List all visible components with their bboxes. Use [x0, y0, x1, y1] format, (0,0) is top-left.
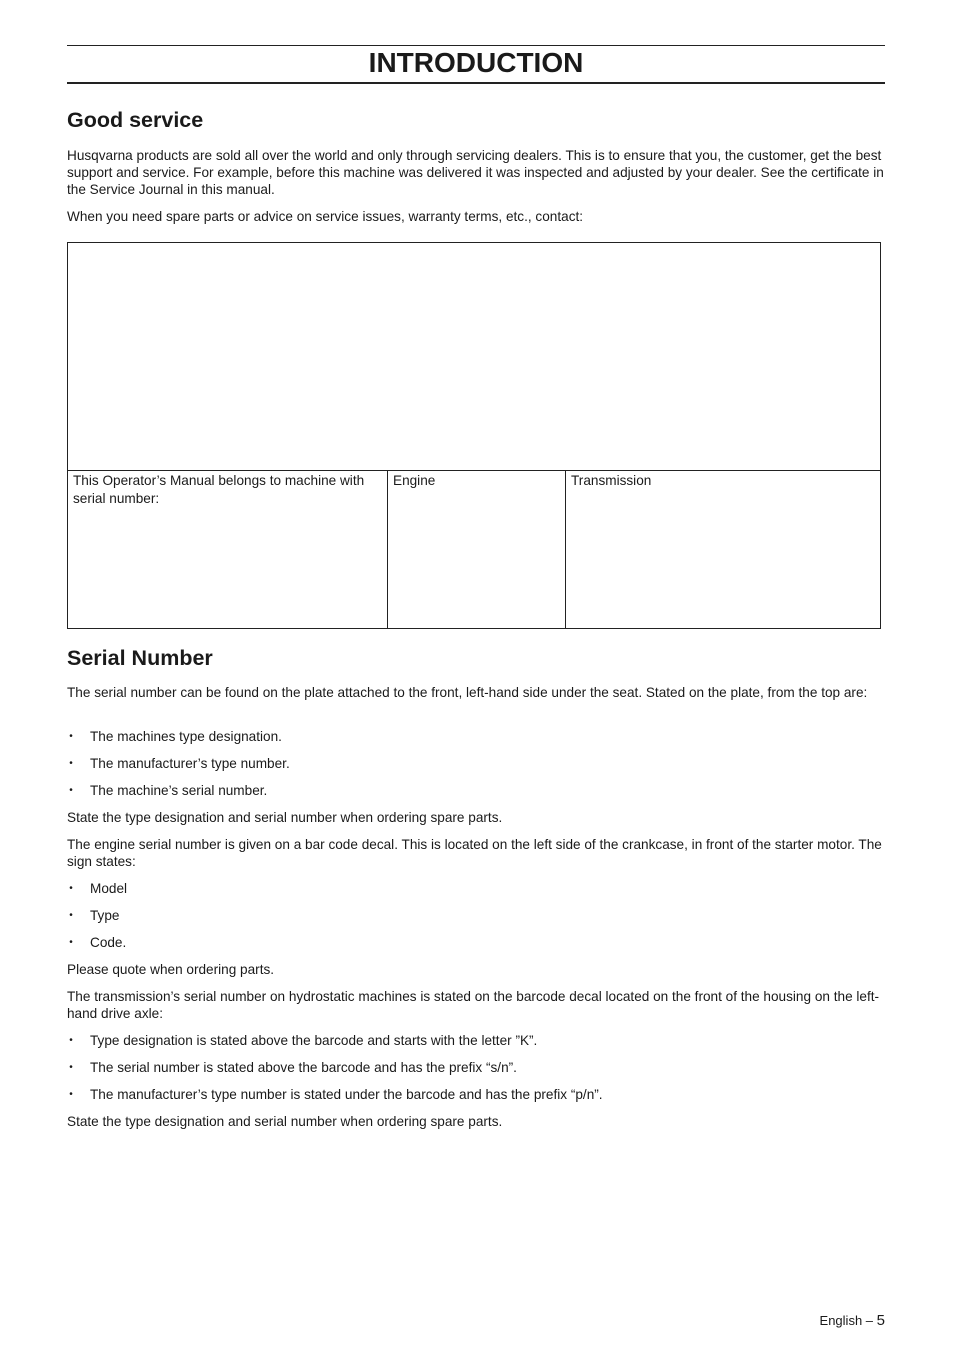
state-designation-text-2: State the type designation and serial number when ordering spare parts. [67, 1114, 503, 1129]
engine-serial-text: The engine serial number is given on a bar code decal. This is located on the left side of the crankcase, in front of the starter motor. The sign states: [67, 837, 882, 869]
footer-language: English [819, 1313, 863, 1328]
engine-serial-label: Engine [393, 473, 436, 488]
bullet-icon: • [69, 731, 73, 742]
list-item-text: Type designation is stated above the barcode and starts with the letter ”K”. [90, 1033, 538, 1048]
engine-serial-cell [388, 471, 566, 629]
list-item-text: Code. [90, 935, 127, 950]
dealer-contact-box [67, 242, 881, 629]
page-title-bar [67, 45, 885, 84]
list-item-text: Model [90, 881, 128, 896]
good-service-text-2: When you need spare parts or advice on service issues, warranty terms, etc., contact: [67, 209, 584, 224]
page-number: 5 [876, 1312, 885, 1329]
bullet-icon: • [69, 1035, 73, 1046]
quote-note [67, 961, 885, 978]
list-item-text: The machines type designation. [90, 729, 282, 744]
bullet-icon: • [69, 937, 73, 948]
serial-number-intro-text: The serial number can be found on the plate attached to the front, left-hand side under the seat. Stated on the plate, from the top are: [67, 685, 868, 700]
bullet-icon: • [69, 785, 73, 796]
state-designation-text-1: State the type designation and serial number when ordering spare parts. [67, 810, 503, 825]
bullet-icon: • [69, 758, 73, 769]
list-item-text: The serial number is stated above the barcode and has the prefix “s/n”. [90, 1060, 517, 1075]
good-service-paragraph-2 [67, 208, 885, 225]
bullet-icon: • [69, 1062, 73, 1073]
quote-note-text: Please quote when ordering parts. [67, 962, 275, 977]
serial-number-section [67, 645, 885, 671]
transmission-serial-text: The transmission’s serial number on hydrostatic machines is stated on the barcode decal located on the front of the housing on the left-hand drive axle: [67, 989, 880, 1021]
list-item-text: The manufacturer’s type number. [90, 756, 290, 771]
footer-separator: – [865, 1313, 874, 1328]
engine-serial-paragraph [67, 836, 885, 870]
bullet-icon: • [69, 1089, 73, 1100]
transmission-serial-paragraph [67, 988, 885, 1022]
good-service-text-1: Husqvarna products are sold all over the world and only through servicing dealers. This is to ensure that you, the customer, get the best support and service. For example, before this machine was delivered it was inspected and adjusted by your dealer. See the certificate in the Service Journal in this manual. [67, 148, 884, 197]
machine-serial-cell [68, 471, 388, 629]
list-item-text: The manufacturer’s type number is stated under the barcode and has the prefix “p/n”. [90, 1087, 603, 1102]
transmission-serial-label: Transmission [571, 473, 652, 488]
state-designation-note-2 [67, 1113, 885, 1130]
bullet-icon: • [69, 883, 73, 894]
good-service-paragraph-1 [67, 147, 885, 198]
transmission-serial-cell [566, 471, 880, 629]
bullet-icon: • [69, 910, 73, 921]
state-designation-note-1 [67, 809, 885, 826]
page-footer [820, 1312, 885, 1330]
machine-serial-label: This Operator’s Manual belongs to machine with serial number: [73, 473, 365, 506]
list-item-text: Type [90, 908, 120, 923]
list-item-text: The machine’s serial number. [90, 783, 268, 798]
good-service-section [67, 107, 885, 133]
page-title: INTRODUCTION [368, 47, 584, 78]
serial-number-table [68, 470, 880, 629]
good-service-heading: Good service [67, 108, 204, 132]
serial-number-heading: Serial Number [67, 646, 213, 670]
serial-number-intro [67, 684, 885, 701]
